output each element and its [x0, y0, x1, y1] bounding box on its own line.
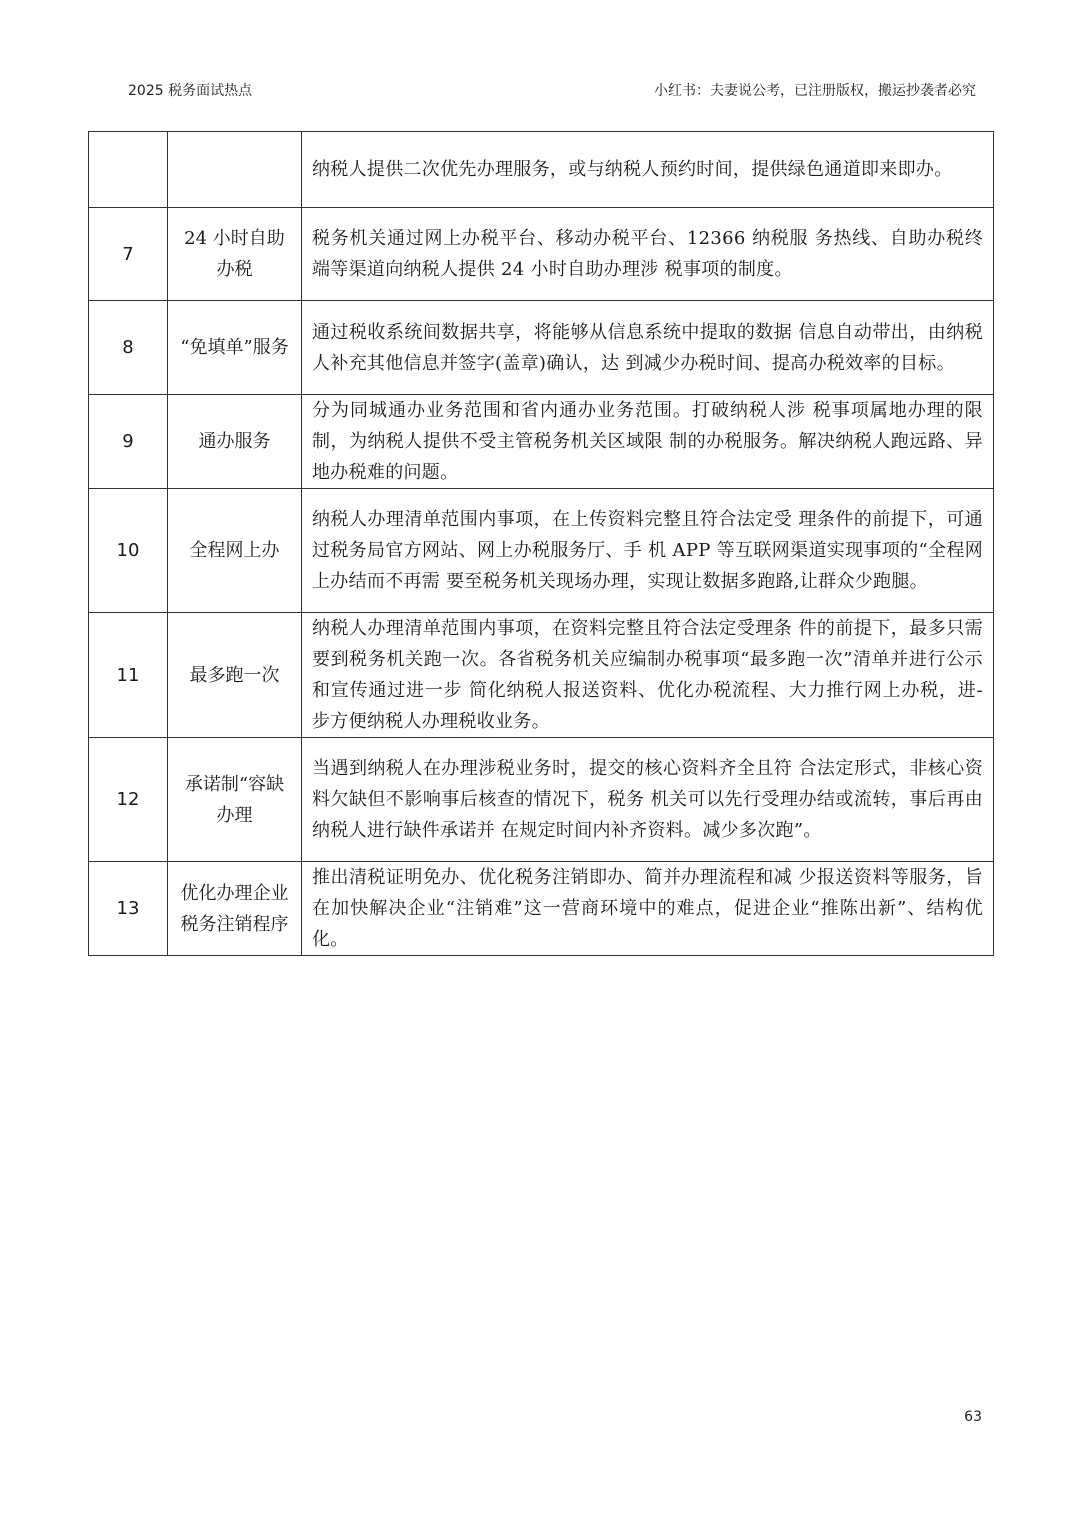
service-name: “免填单”服务	[168, 301, 302, 395]
service-name: 承诺制“容缺办理	[168, 738, 302, 862]
table-row	[89, 208, 994, 301]
row-number: 7	[89, 208, 168, 301]
service-description: 纳税人提供二次优先办理服务，或与纳税人预约时间，提供绿色通道即来即办。	[302, 132, 994, 208]
service-description: 纳税人办理清单范围内事项，在上传资料完整且符合法定受 理条件的前提下，可通过税务局官方网站、网上办税服务厅、手 机 APP 等互联网渠道实现事项的“全程网上办结而不再需 要至税务机关现场办理，实现让数据多跑路,让群众少跑腿。	[302, 489, 994, 613]
service-name: 最多跑一次	[168, 613, 302, 738]
service-name: 通办服务	[168, 395, 302, 489]
row-number	[89, 132, 168, 208]
table-row	[89, 301, 994, 395]
table-row	[89, 395, 994, 489]
row-number: 9	[89, 395, 168, 489]
services-table	[88, 131, 994, 956]
row-number: 10	[89, 489, 168, 613]
service-description: 当遇到纳税人在办理涉税业务时，提交的核心资料齐全且符 合法定形式，非核心资料欠缺但不影响事后核查的情况下，税务 机关可以先行受理办结或流转，事后再由纳税人进行缺件承诺并 在规定时间内补齐资料。减少多次跑”。	[302, 738, 994, 862]
table-row	[89, 862, 994, 956]
header-doc-title: 2025 税务面试热点	[128, 83, 253, 99]
table-row	[89, 489, 994, 613]
row-number: 13	[89, 862, 168, 956]
row-number: 11	[89, 613, 168, 738]
service-description: 通过税收系统间数据共享，将能够从信息系统中提取的数据 信息自动带出，由纳税人补充其他信息并签字(盖章)确认，达 到减少办税时间、提高办税效率的目标。	[302, 301, 994, 395]
header-copyright-notice: 小红书：夫妻说公考，已注册版权，搬运抄袭者必究	[654, 83, 976, 99]
page-number: 63	[964, 1409, 982, 1425]
table-row	[89, 613, 994, 738]
service-description: 推出清税证明免办、优化税务注销即办、简并办理流程和减 少报送资料等服务，旨在加快解决企业“注销难”这一营商环境中的难点，促进企业“推陈出新”、结构优化。	[302, 862, 994, 956]
service-name: 24 小时自助办税	[168, 208, 302, 301]
service-description: 纳税人办理清单范围内事项，在资料完整且符合法定受理条 件的前提下，最多只需要到税务机关跑一次。各省税务机关应编制办税事项“最多跑一次”清单并进行公示和宣传通过进一步 简化纳税人报送资料、优化办税流程、大力推行网上办税，进- 步方便纳税人办理税收业务。	[302, 613, 994, 738]
row-number: 12	[89, 738, 168, 862]
service-description: 税务机关通过网上办税平台、移动办税平台、12366 纳税服 务热线、自助办税终端等渠道向纳税人提供 24 小时自助办理涉 税事项的制度。	[302, 208, 994, 301]
service-name: 优化办理企业税务注销程序	[168, 862, 302, 956]
table-row	[89, 132, 994, 208]
service-name: 全程网上办	[168, 489, 302, 613]
row-number: 8	[89, 301, 168, 395]
service-name	[168, 132, 302, 208]
service-description: 分为同城通办业务范围和省内通办业务范围。打破纳税人涉 税事项属地办理的限制，为纳税人提供不受主管税务机关区域限 制的办税服务。解决纳税人跑远路、异地办税难的问题。	[302, 395, 994, 489]
table-row	[89, 738, 994, 862]
